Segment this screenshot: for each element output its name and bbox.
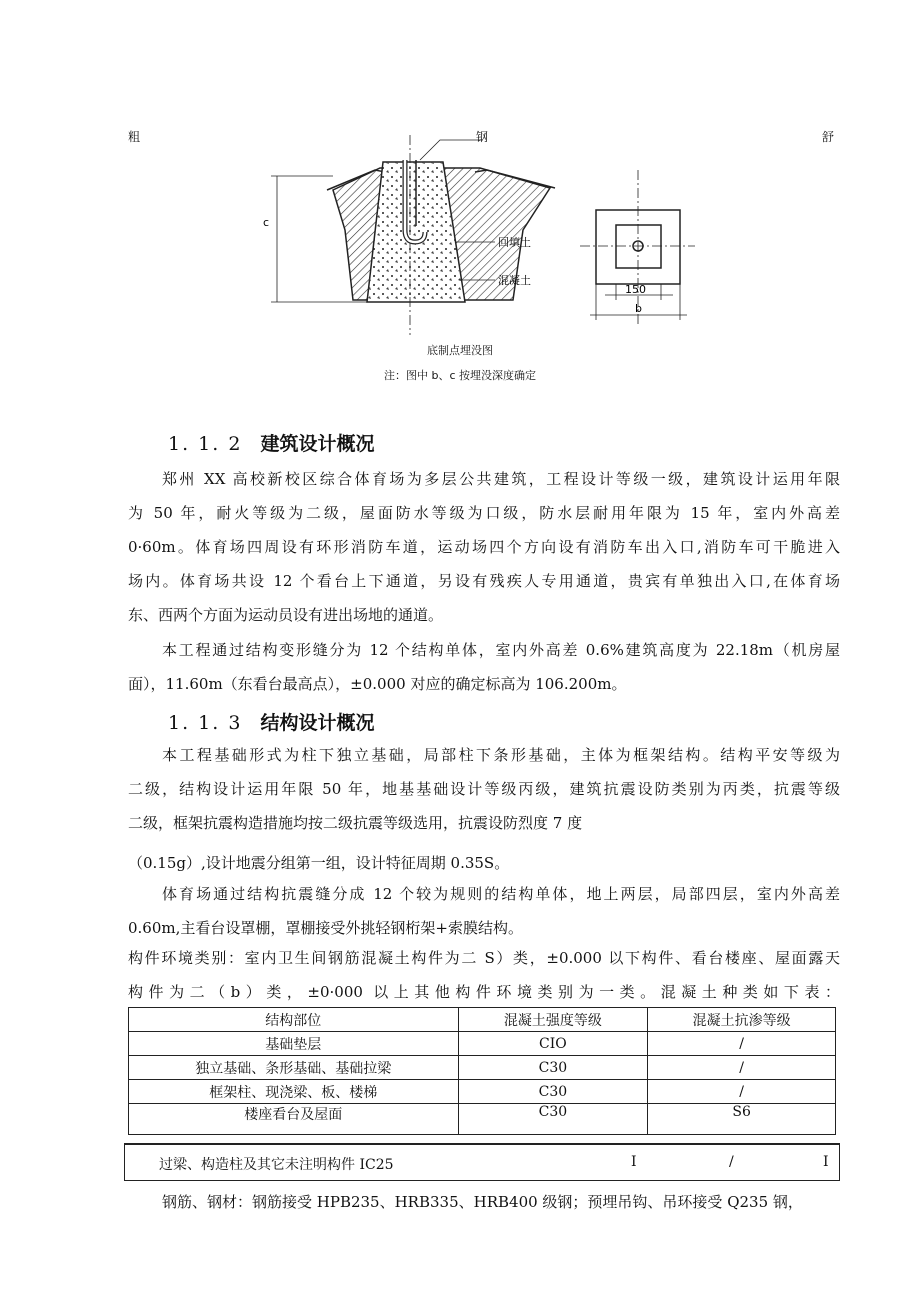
paragraph-line: 0.60m,主看台设罩棚，罩棚接受外挑轻钢桁架+索膜结构。 bbox=[128, 919, 523, 937]
paragraph-line: 体育场通过结构抗震缝分成 12 个较为规则的结构单体，地上两层，局部四层，室内外高差 bbox=[162, 885, 840, 903]
paragraph-line: 郑州 XX 高校新校区综合体育场为多层公共建筑，工程设计等级一级，建筑设计运用年限 bbox=[162, 470, 840, 488]
dimension-150-label: 150 bbox=[625, 283, 646, 296]
paragraph-line: 本工程基础形式为柱下独立基础，局部柱下条形基础，主体为框架结构。结构平安等级为 bbox=[162, 746, 840, 764]
paragraph-building-height bbox=[128, 633, 840, 701]
table-cell: / bbox=[729, 1154, 734, 1170]
table-cell: I bbox=[631, 1154, 637, 1170]
paragraph-line: 构件为二（b）类，±0·000 以上其他构件环境类别为一类。混凝土种类如下表： bbox=[128, 983, 840, 1001]
section-heading-1-1-3 bbox=[168, 708, 374, 735]
table-cell: 框架柱、现浇梁、板、楼梯 bbox=[129, 1080, 459, 1104]
table-header-cell: 混凝土抗渗等级 bbox=[648, 1008, 836, 1032]
table-cell: / bbox=[648, 1056, 836, 1080]
paragraph-line: 场内。体育场共设 12 个看台上下通道，另设有残疾人专用通道，贵宾有单独出入口,在体育场 bbox=[128, 572, 840, 590]
figure-top-mid-label: 钢 bbox=[476, 130, 489, 144]
figure-top-left-label: 粗 bbox=[128, 130, 141, 144]
dimension-b-label: b bbox=[635, 302, 642, 315]
concrete-grade-table bbox=[128, 1007, 836, 1135]
figure-top-right-label: 舒 bbox=[822, 130, 835, 144]
table-header-cell: 结构部位 bbox=[129, 1008, 459, 1032]
paragraph-environment-class bbox=[128, 941, 840, 1009]
table-cell: C30 bbox=[458, 1104, 648, 1135]
table-last-row bbox=[124, 1143, 840, 1181]
table-row bbox=[129, 1080, 836, 1104]
table-header-row bbox=[129, 1008, 836, 1032]
paragraph-line: 为 50 年，耐火等级为二级，屋面防水等级为口级，防水层耐用年限为 15 年，室内外高差 bbox=[128, 504, 840, 522]
table-row bbox=[129, 1056, 836, 1080]
paragraph-line: 二级，结构设计运用年限 50 年，地基基础设计等级丙级，建筑抗震设防类别为丙类，抗震等级 bbox=[128, 780, 840, 798]
paragraph-line: （0.15g）,设计地震分组第一组，设计特征周期 0.35S。 bbox=[128, 854, 510, 872]
paragraph-line: 二级，框架抗震构造措施均按二级抗震等级选用，抗震设防烈度 7 度 bbox=[128, 814, 583, 832]
paragraph-seismic-joints bbox=[128, 877, 840, 945]
paragraph-line: 构件环境类别：室内卫生间钢筋混凝土构件为二 S）类，±0.000 以下构件、看台楼座、屋面露天 bbox=[128, 949, 840, 967]
section-number: 1. 1. 3 bbox=[168, 712, 243, 734]
section-title: 建筑设计概况 bbox=[260, 433, 375, 455]
table-cell: C30 bbox=[458, 1056, 648, 1080]
paragraph-line: 面），11.60m（东看台最高点），±0.000 对应的确定标高为 106.200m。 bbox=[128, 675, 627, 693]
benchmark-burial-diagram bbox=[255, 130, 695, 340]
paragraph-line: 钢筋、钢材：钢筋接受 HPB235、HRB335、HRB400 级钢；预埋吊钩、吊环接受 Q235 钢， bbox=[162, 1193, 803, 1211]
figure-caption: 底制点埋没图 bbox=[427, 344, 493, 357]
table-cell: 基础垫层 bbox=[129, 1032, 459, 1056]
paragraph-steel bbox=[128, 1185, 840, 1219]
dimension-c-label: c bbox=[263, 216, 270, 229]
section-title: 结构设计概况 bbox=[260, 712, 375, 734]
table-cell: 楼座看台及屋面 bbox=[129, 1104, 459, 1135]
paragraph-structure-overview bbox=[128, 738, 840, 880]
paragraph-line: 0·60m。体育场四周设有环形消防车道，运动场四个方向设有消防车出入口,消防车可干脆进入 bbox=[128, 538, 840, 556]
table-cell: / bbox=[648, 1080, 836, 1104]
paragraph-line: 本工程通过结构变形缝分为 12 个结构单体，室内外高差 0.6%建筑高度为 22.18m（机房屋 bbox=[162, 641, 840, 659]
table-cell: / bbox=[648, 1032, 836, 1056]
section-number: 1. 1. 2 bbox=[168, 433, 243, 455]
table-row bbox=[129, 1032, 836, 1056]
backfill-label: 回填土 bbox=[498, 236, 531, 249]
table-cell: C30 bbox=[458, 1080, 648, 1104]
table-cell: 独立基础、条形基础、基础拉梁 bbox=[129, 1056, 459, 1080]
plan-inner-square bbox=[616, 225, 661, 268]
paragraph-building-overview bbox=[128, 462, 840, 632]
section-heading-1-1-2 bbox=[168, 429, 374, 456]
table-cell: S6 bbox=[648, 1104, 836, 1135]
table-cell: 过梁、构造柱及其它未注明构件 IC25 bbox=[159, 1157, 394, 1173]
concrete-label: 混凝土 bbox=[498, 274, 531, 287]
table-header-cell: 混凝土强度等级 bbox=[458, 1008, 648, 1032]
table-row bbox=[129, 1104, 836, 1135]
table-cell: I bbox=[823, 1154, 829, 1170]
table-cell: CIO bbox=[458, 1032, 648, 1056]
paragraph-line: 东、西两个方面为运动员设有进出场地的通道。 bbox=[128, 606, 444, 624]
figure-note: 注：图中 b、c 按埋没深度确定 bbox=[383, 369, 537, 382]
